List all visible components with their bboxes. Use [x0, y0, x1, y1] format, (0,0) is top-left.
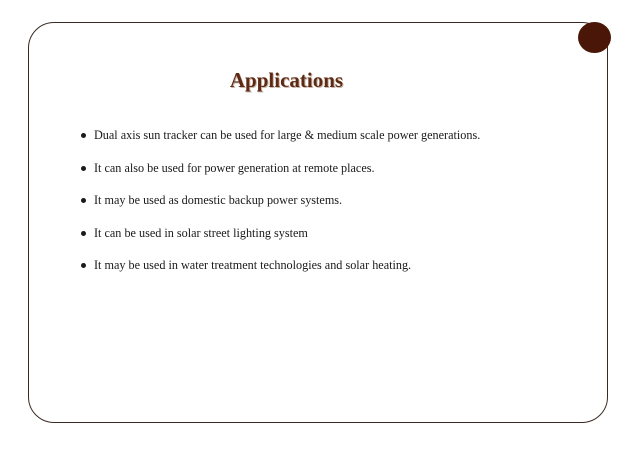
bullet-text: It may be used in water treatment technologies and solar heating. — [94, 258, 412, 272]
bullet-item — [60, 157, 480, 190]
bullet-text: It may be used as domestic backup power systems. — [94, 193, 343, 207]
slide-title: Applications — [229, 68, 344, 92]
bullet-dot-icon — [81, 263, 86, 268]
bullet-item — [60, 254, 480, 287]
bullet-dot-icon — [81, 198, 86, 203]
bullet-item — [60, 222, 480, 255]
bullet-dot-icon — [81, 231, 86, 236]
bullet-item — [60, 189, 480, 222]
bullet-text: Dual axis sun tracker can be used for large & medium scale power generations. — [94, 128, 481, 142]
corner-accent-dot — [578, 22, 611, 53]
bullet-dot-icon — [81, 133, 86, 138]
bullet-text: It can be used in solar street lighting system — [94, 225, 308, 240]
bullet-dot-icon — [81, 166, 86, 171]
bullet-list — [60, 124, 480, 287]
bullet-text: It can also be used for power generation at remote places. — [94, 160, 375, 175]
bullet-item — [60, 124, 480, 157]
